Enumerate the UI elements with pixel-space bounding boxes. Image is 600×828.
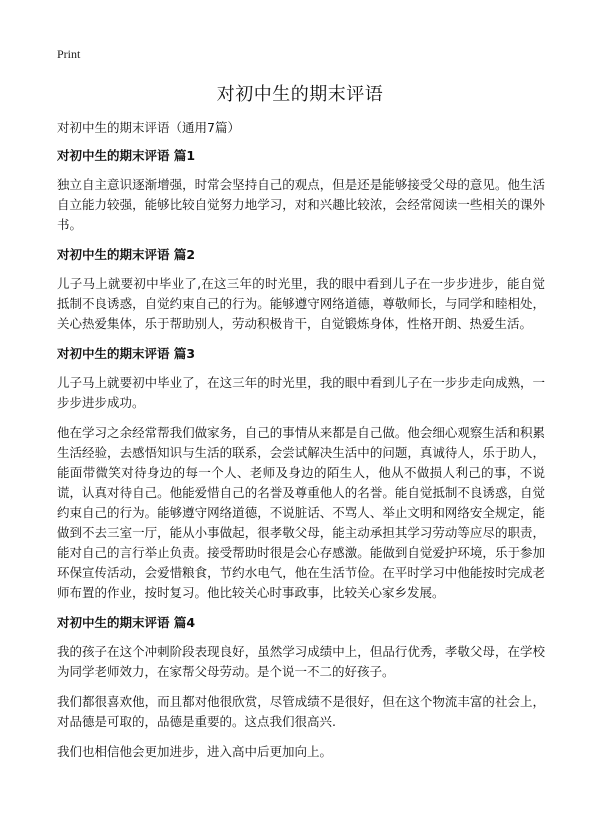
section-paragraph: 他在学习之余经常帮我们做家务，自己的事情从来都是自己做。他会细心观察生活和积累生活经验，去感悟知识与生活的联系，会尝试解决生活中的问题，真诚待人，乐于助人，能面带微笑对待身边的每一个人、老师及身边的陌生人，他从不做损人利己的事，不说谎，认真对待自己。他能爱惜自己的名誉及尊重他人的名誉。能自觉抵制不良诱惑，自觉约束自己的行为。能够遵守网络道德，不说脏话、不骂人、举止文明和网络安全规定，能做到不去三室一厅，能从小事做起，很孝敬父母，能主动承担其学习劳动等应尽的职责，能对自己的言行举止负责。接受帮助时很是会心存感激。能做到自觉爱护环境，乐于参加环保宣传活动，会爱惜粮食，节约水电气，他在生活节俭。在平时学习中他能按时完成老师布置的作业，按时复习。他比较关心时事政事，比较关心家乡发展。 [57, 425, 545, 600]
section-paragraph: 儿子马上就要初中毕业了，在这三年的时光里，我的眼中看到儿子在一步步走向成熟，一步步进步成功。 [57, 375, 545, 410]
section-1 [57, 146, 545, 235]
section-paragraph: 我们都很喜欢他，而且都对他很欣赏，尽管成绩不是很好，但在这个物流丰富的社会上，对品德是可取的，品德是重要的。这点我们很高兴. [57, 694, 545, 729]
section-2 [57, 245, 545, 334]
section-heading: 对初中生的期末评语 篇1 [57, 148, 196, 163]
section-4 [57, 613, 545, 762]
section-heading: 对初中生的期末评语 篇3 [57, 346, 196, 361]
document-subtitle: 对初中生的期末评语（通用7篇） [57, 120, 240, 135]
section-paragraph: 独立自主意识逐渐增强，时常会坚持自己的观点，但是还是能够接受父母的意见。他生活自立能力较强，能够比较自觉努力地学习，对和兴趣比较浓，会经常阅读一些相关的课外书。 [57, 177, 545, 232]
section-3 [57, 344, 545, 603]
section-paragraph: 我的孩子在这个冲刺阶段表现良好，虽然学习成绩中上，但品行优秀，孝敬父母，在学校为同学老师效力，在家帮父母劳动。是个说一不二的好孩子。 [57, 644, 545, 679]
section-heading: 对初中生的期末评语 篇4 [57, 615, 196, 630]
print-label: Print [57, 47, 81, 61]
document-body [57, 118, 545, 772]
section-paragraph: 儿子马上就要初中毕业了,在这三年的时光里，我的眼中看到儿子在一步步进步，能自觉抵制不良诱惑，自觉约束自己的行为。能够遵守网络道德，尊敬师长，与同学和睦相处，关心热爱集体，乐于帮助别人，劳动积极肯干，自觉锻炼身体，性格开朗、热爱生活。 [57, 276, 545, 331]
document-title: 对初中生的期末评语 [216, 84, 384, 105]
section-paragraph: 我们也相信他会更加进步，进入高中后更加向上。 [57, 744, 333, 759]
section-heading: 对初中生的期末评语 篇2 [57, 247, 196, 262]
